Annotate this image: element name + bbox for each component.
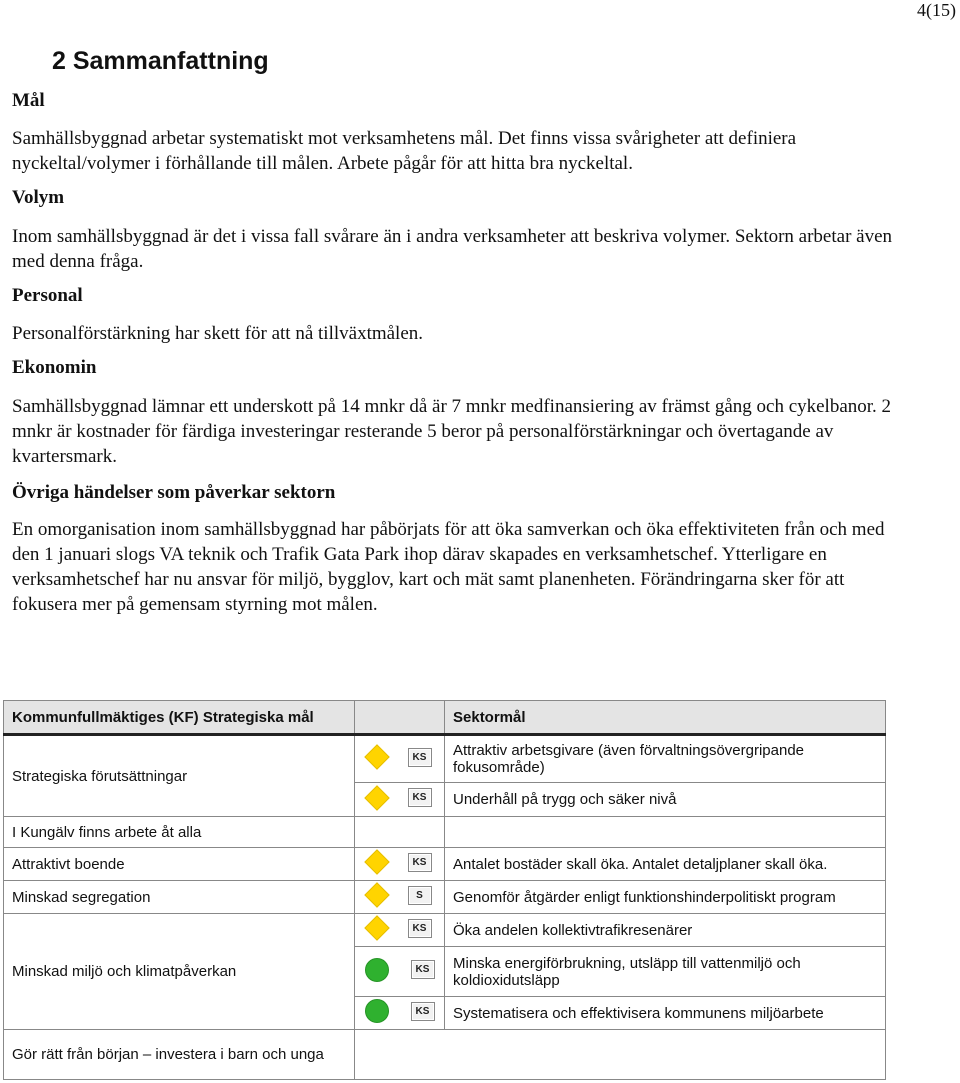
paragraph-volym: Inom samhällsbyggnad är det i vissa fall svårare än i andra verksamheter att beskriva volymer. Sektorn arbetar även med denna fråga. (12, 226, 893, 272)
ks-badge-icon: KS (408, 788, 432, 807)
s-badge-icon: S (408, 886, 432, 905)
heading-personal: Personal (12, 285, 83, 306)
page-number: 4(15) (917, 0, 956, 20)
goal-indicator (355, 947, 445, 997)
paragraph-mal: Samhällsbyggnad arbetar systematiskt mot verksamhetens mål. Det finns vissa svårigheter att definiera nyckeltal/volymer i förhållande till målen. Arbete pågår för att hitta bra nyckeltal. (12, 128, 797, 174)
heading-ovriga-handelser: Övriga händelser som påverkar sektorn (12, 482, 336, 503)
ks-badge-icon: KS (408, 748, 432, 767)
goal-indicator (355, 881, 445, 914)
kf-goal-work-for-all: I Kungälv finns arbete åt alla (4, 817, 355, 848)
goal-indicator (355, 848, 445, 881)
sector-goal-energy: Minska energiförbrukning, utsläpp till vattenmiljö och koldioxidutsläpp (445, 947, 886, 997)
sector-goal-public-transport: Öka andelen kollektivtrafikresenärer (445, 914, 886, 947)
sector-goal-attractive-employer: Attraktiv arbetsgivare (även förvaltningsövergripande fokusområde) (445, 735, 886, 783)
section-title: 2 Sammanfattning (52, 47, 269, 75)
paragraph-personal: Personalförstärkning har skett för att nå tillväxtmålen. (12, 323, 424, 344)
table-header-kf-goals: Kommunfullmäktiges (KF) Strategiska mål (4, 701, 355, 735)
paragraph-ovriga-handelser: En omorganisation inom samhällsbyggnad har påbörjats för att öka samverkan och öka effektiviteten från och med den 1 januari slogs VA teknik och Trafik Gata Park ihop därav skapades en verksamhetschef. Ytterligare en verksamhetschef har nu ansvar för miljö, bygglov, kart och mät samt planenheten. Förändringarna sker för att fokusera mer på gemensam styrning mot målen. (12, 519, 885, 615)
ks-badge-icon: KS (408, 919, 432, 938)
goal-indicator (355, 783, 445, 817)
goal-indicator (355, 735, 445, 783)
yellow-diamond-icon (364, 883, 389, 908)
heading-mal: Mål (12, 90, 45, 111)
yellow-diamond-icon (364, 745, 389, 770)
ks-badge-icon: KS (408, 853, 432, 872)
sector-goal-housing: Antalet bostäder skall öka. Antalet detaljplaner skall öka. (445, 848, 886, 881)
heading-volym: Volym (12, 187, 65, 208)
paragraph-ekonomin: Samhällsbyggnad lämnar ett underskott på 14 mnkr då är 7 mnkr medfinansiering av främst gång och cykelbanor. 2 mnkr är kostnader för färdiga investeringar resterande 5 beror på personalförstärkningar och övertagande av kvartersmark. (12, 396, 892, 467)
kf-goal-strategic-conditions: Strategiska förutsättningar (4, 735, 355, 817)
yellow-diamond-icon (364, 916, 389, 941)
kf-goal-children-youth: Gör rätt från början – investera i barn och unga (4, 1030, 355, 1080)
yellow-diamond-icon (364, 785, 389, 810)
table-header-sector-goals: Sektormål (445, 701, 886, 735)
green-circle-icon (365, 999, 389, 1023)
heading-ekonomin: Ekonomin (12, 357, 97, 378)
ks-badge-icon: KS (411, 960, 435, 979)
yellow-diamond-icon (364, 850, 389, 875)
sector-goal-accessibility: Genomför åtgärder enligt funktionshinderpolitiskt program (445, 881, 886, 914)
goal-indicator (355, 914, 445, 947)
kf-goal-attractive-housing: Attraktivt boende (4, 848, 355, 881)
goals-table (3, 700, 886, 1080)
kf-goal-reduced-climate-impact: Minskad miljö och klimatpåverkan (4, 914, 355, 1030)
kf-goal-reduced-segregation: Minskad segregation (4, 881, 355, 914)
sector-goal-environment-work: Systematisera och effektivisera kommunens miljöarbete (445, 997, 886, 1030)
sector-goal-maintenance: Underhåll på trygg och säker nivå (445, 783, 886, 817)
goal-indicator (355, 997, 445, 1030)
green-circle-icon (365, 958, 389, 982)
ks-badge-icon: KS (411, 1002, 435, 1021)
